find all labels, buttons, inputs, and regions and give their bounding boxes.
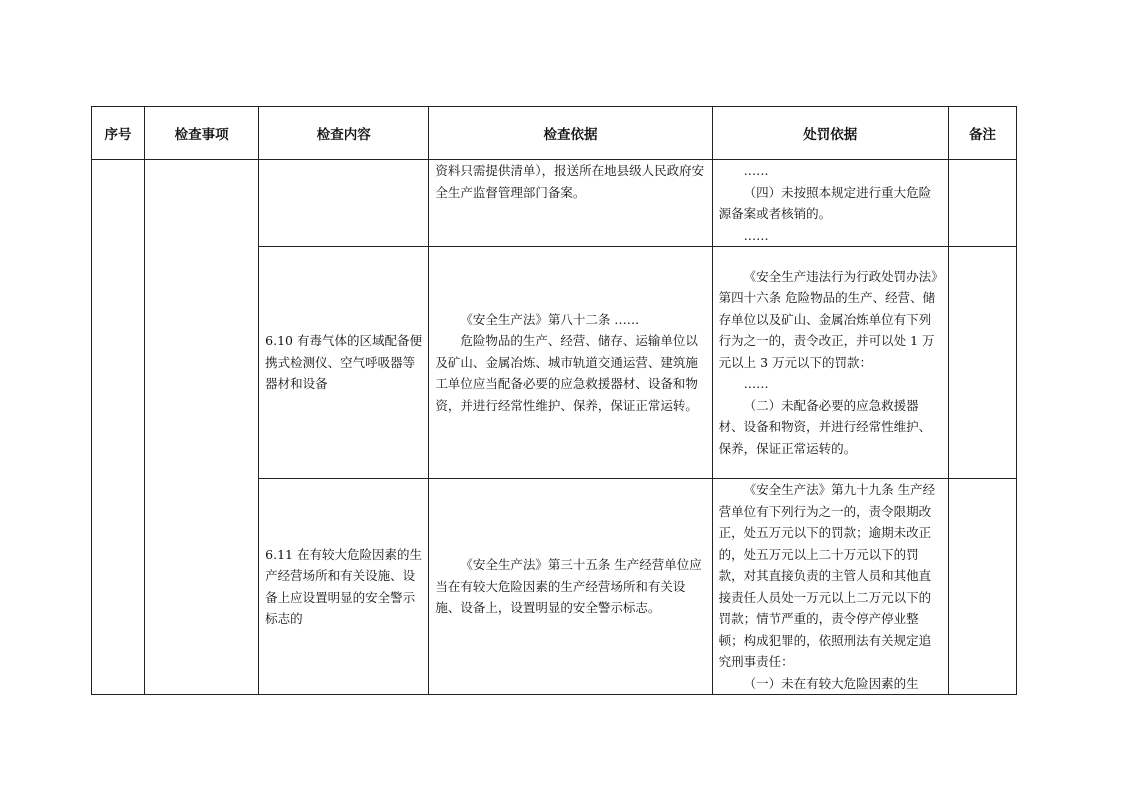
content-text: 6.10 有毒气体的区域配备便携式检测仪、空气呼吸器等器材和设备 [265,333,422,392]
content-text: 6.11 在有较大危险因素的生产经营场所和有关设施、设备上应设置明显的安全警示标志的 [265,546,422,626]
header-seq: 序号 [92,107,145,160]
header-row [92,107,1017,160]
penalty-paragraph: （四）未按照本规定进行重大危险源备案或者核销的。 [718,184,932,221]
header-content: 检查内容 [259,107,429,160]
basis-cell [429,479,712,695]
penalty-paragraph: …… [743,376,769,392]
penalty-cell [712,479,948,695]
note-cell [948,479,1016,695]
seq-cell [92,160,145,695]
content-cell [259,160,429,247]
penalty-cell [712,247,948,479]
penalty-paragraph: 《安全生产法》第九十九条 生产经营单位有下列行为之一的，责令限期改正，处五万元以下的罚款；逾期未改正的，处五万元以上二十万元以下的罚款，对其直接负责的主管人员和其他直接责任人员处一万元以上二万元以下的罚款；情节严重的，责令停产停业整顿；构成犯罪的，依照刑法有关规定追究刑事责任： [718,482,936,669]
penalty-paragraph: …… [743,227,769,243]
table-row [92,160,1017,247]
header-note: 备注 [948,107,1016,160]
note-cell [948,247,1016,479]
content-cell [259,479,429,695]
inspection-table [91,106,1017,695]
basis-paragraph: 《安全生产法》第三十五条 生产经营单位应当在有较大危险因素的生产经营场所和有关设施、设备上，设置明显的安全警示标志。 [435,557,702,616]
basis-paragraph: 《安全生产法》第八十二条 …… [460,311,640,327]
penalty-paragraph: （二）未配备必要的应急救援器材、设备和物资，并进行经常性维护、保养，保证正常运转的。 [718,397,932,456]
penalty-paragraph: （一）未在有较大危险因素的生 [743,675,919,691]
note-cell [948,160,1016,247]
header-basis: 检查依据 [429,107,712,160]
penalty-paragraph: …… [743,163,769,178]
header-penalty: 处罚依据 [712,107,948,160]
basis-paragraph: 危险物品的生产、经营、储存、运输单位以及矿山、金属冶炼、城市轨道交通运营、建筑施工单位应当配备必要的应急救援器材、设备和物资，并进行经常性维护、保养，保证正常运转。 [435,333,698,413]
basis-cell [429,247,712,479]
header-item: 检查事项 [145,107,259,160]
basis-cell [429,160,712,247]
penalty-paragraph: 《安全生产违法行为行政处罚办法》第四十六条 危险物品的生产、经营、储存单位以及矿山、金属冶炼单位有下列行为之一的，责令改正，并可以处 1 万元以上 3 万元以下的罚款： [718,268,938,370]
item-cell [145,160,259,695]
content-cell [259,247,429,479]
basis-paragraph: 资料只需提供清单），报送所在地县级人民政府安全生产监督管理部门备案。 [435,163,705,200]
penalty-cell [712,160,948,247]
